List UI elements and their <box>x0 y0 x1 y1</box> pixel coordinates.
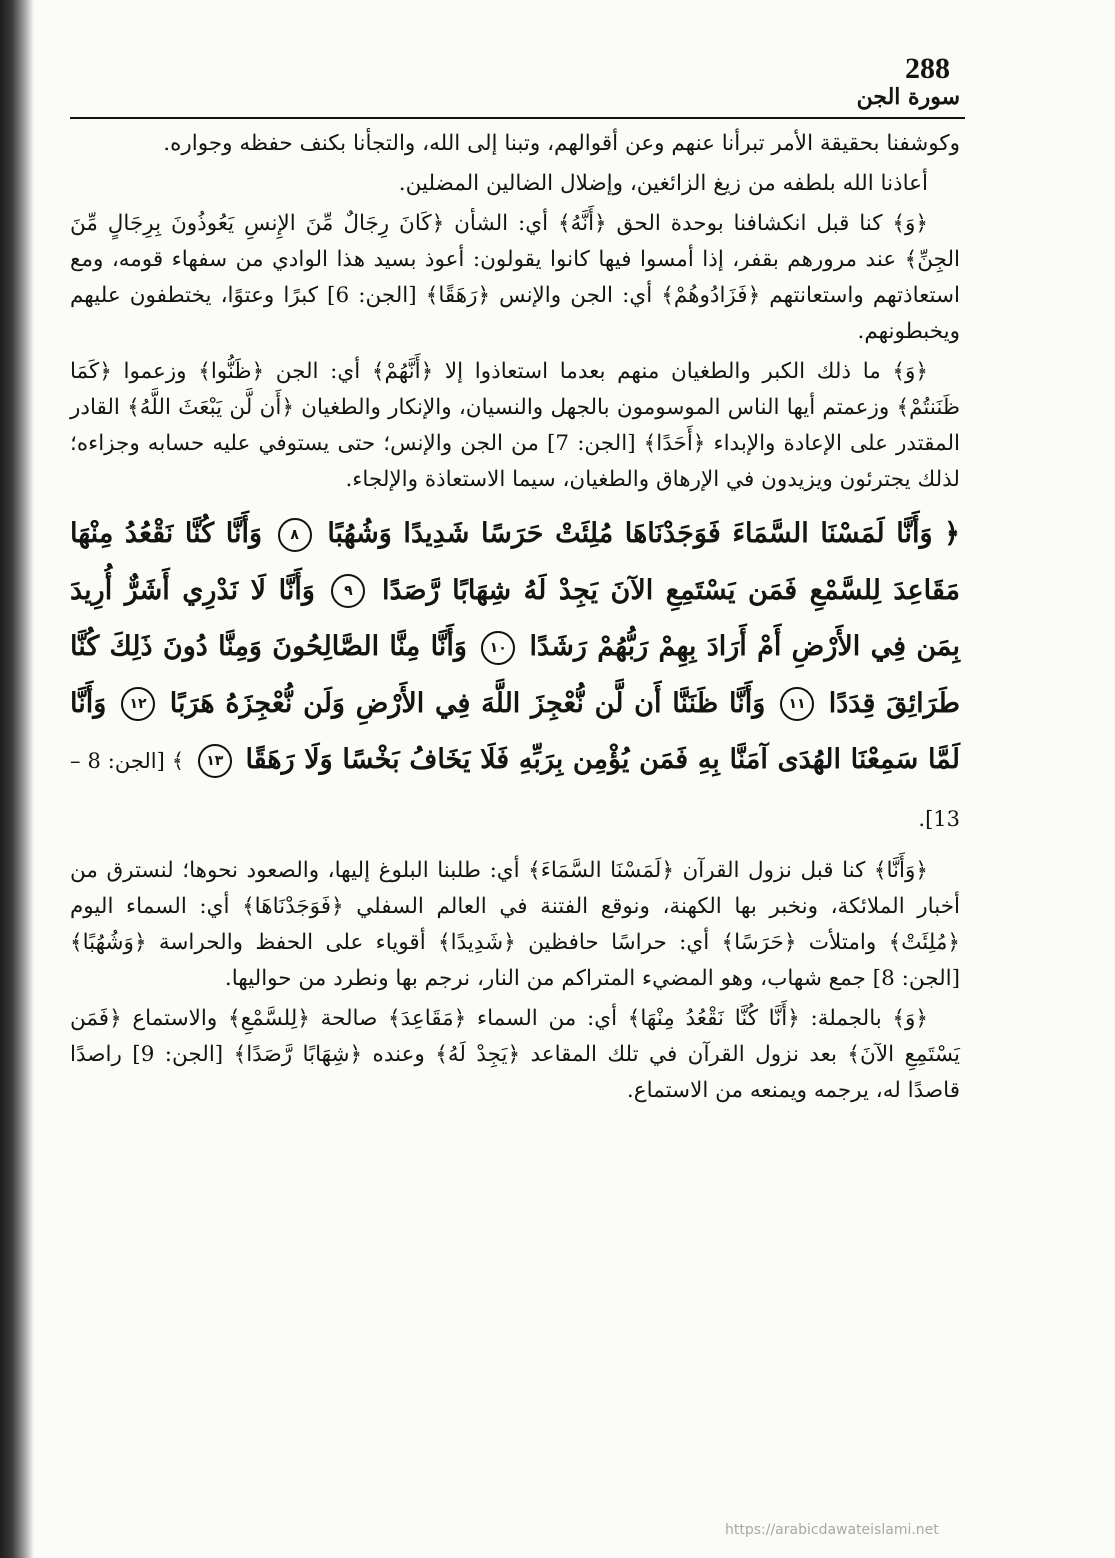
page-body <box>70 126 960 1113</box>
surah-running-head: سورة الجن <box>856 84 960 110</box>
ayah-number-marker: ١٠ <box>481 631 515 665</box>
ayah-number-marker: ٨ <box>278 518 312 552</box>
quran-verse-text: وَأَنَّا لَمَّا سَمِعْنَا الهُدَى آمَنَّا بِهِ فَمَن يُؤْمِن بِرَبِّهِ فَلَا يَخَافُ بَخْسًا وَلَا رَهَقًا <box>70 687 961 775</box>
paragraph: وكوشفنا بحقيقة الأمر تبرأنا عنهم وعن أقوالهم، وتبنا إلى الله، والتجأنا بكنف حفظه وجواره. <box>163 131 960 156</box>
quran-verse-text: وَأَنَّا كُنَّا نَقْعُدُ مِنْهَا مَقَاعِدَ لِلسَّمْعِ فَمَن يَسْتَمِعِ الآنَ يَجِدْ لَهُ شِهَابًا رَّصَدًا <box>70 518 961 606</box>
quran-reference: ﴾ [الجن: 8 – 13]. <box>70 749 960 831</box>
quran-verse-text: ﴿ وَأَنَّا لَمَسْنَا السَّمَاءَ فَوَجَدْنَاهَا مُلِئَتْ حَرَسًا شَدِيدًا وَشُهُبًا <box>327 518 960 549</box>
watermark-url: https://arabicdawateislami.net <box>725 1522 939 1538</box>
ayah-number-marker: ١١ <box>780 687 814 721</box>
ayah-number-marker: ٩ <box>331 574 365 608</box>
page-number: 288 <box>905 52 950 85</box>
paragraph: ﴿وَأَنَّا﴾ كنا قبل نزول القرآن ﴿لَمَسْنَا السَّمَاءَ﴾ أي: طلبنا البلوغ إليها، والصعود نحوها؛ لنسترق من أخبار الملائكة، ونخبر بها الكهنة، ونوقع الفتنة في العالم السفلي ﴿فَوَجَدْنَاهَا﴾ أي: السماء اليوم ﴿مُلِئَتْ﴾ وامتلأت ﴿حَرَسًا﴾ أي: حراسًا حافظين ﴿شَدِيدًا﴾ أقوياء على الحفظ والحراسة ﴿وَشُهُبًا﴾ [الجن: 8] جمع شهاب، وهو المضيء المتراكم من النار، نرجم بها ونطرد من حواليها. <box>70 858 960 991</box>
quran-verse-text: وَأَنَّا مِنَّا الصَّالِحُونَ وَمِنَّا دُونَ ذَلِكَ كُنَّا طَرَائِقَ قِدَدًا <box>70 631 961 719</box>
quran-verse-text: وَأَنَّا لَا نَدْرِي أَشَرٌّ أُرِيدَ بِمَن فِي الأَرْضِ أَمْ أَرَادَ بِهِمْ رَبُّهُمْ رَشَدًا <box>70 574 960 662</box>
quran-verses-block <box>70 506 960 847</box>
ayah-number-marker: ١٢ <box>121 687 155 721</box>
header-rule <box>70 117 965 119</box>
paragraph: ﴿وَ﴾ بالجملة: ﴿أَنَّا كُنَّا نَقْعُدُ مِنْهَا﴾ أي: من السماء ﴿مَقَاعِدَ﴾ صالحة ﴿لِلسَّمْعِ﴾ والاستماع ﴿فَمَن يَسْتَمِعِ الآنَ﴾ بعد نزول القرآن في تلك المقاعد ﴿يَجِدْ لَهُ﴾ وعنده ﴿شِهَابًا رَّصَدًا﴾ [الجن: 9] راصدًا قاصدًا له، يرجمه ويمنعه من الاستماع. <box>70 1006 960 1103</box>
ayah-number-marker: ١٣ <box>198 744 232 778</box>
paragraph: أعاذنا الله بلطفه من زيغ الزائغين، وإضلال الضالين المضلين. <box>398 171 928 196</box>
paragraph: ﴿وَ﴾ كنا قبل انكشافنا بوحدة الحق ﴿أَنَّهُ﴾ أي: الشأن ﴿كَانَ رِجَالٌ مِّنَ الإِنسِ يَعُوذُونَ بِرِجَالٍ مِّنَ الجِنِّ﴾ عند مرورهم بقفر، إذا أمسوا فيها كانوا يقولون: أعوذ بسيد هذا الوادي من سفهاء قومه، ومع استعاذتهم واستعانتهم ﴿فَزَادُوهُمْ﴾ أي: الجن والإنس ﴿رَهَقًا﴾ [الجن: 6] كبرًا وعتوًا، يختطفون عليهم ويخبطونهم. <box>70 211 960 344</box>
quran-verse-text: وَأَنَّا ظَنَنَّا أَن لَّن نُّعْجِزَ اللَّهَ فِي الأَرْضِ وَلَن نُّعْجِزَهُ هَرَبًا <box>169 687 766 719</box>
scan-shadow-edge <box>0 0 34 1558</box>
paragraph: ﴿وَ﴾ ما ذلك الكبر والطغيان منهم بعدما استعاذوا إلا ﴿أَنَّهُمْ﴾ أي: الجن ﴿ظَنُّوا﴾ وزعموا ﴿كَمَا ظَنَنتُمْ﴾ وزعمتم أيها الناس الموسومون بالجهل والنسيان، والإنكار والطغيان ﴿أَن لَّن يَبْعَثَ اللَّهُ﴾ القادر المقتدر على الإعادة والإبداء ﴿أَحَدًا﴾ [الجن: 7] من الجن والإنس؛ حتى يستوفي عليه حسابه وجزاءه؛ لذلك يجترئون ويزيدون في الإرهاق والطغيان، سيما الاستعاذة والإلجاء. <box>70 359 960 492</box>
